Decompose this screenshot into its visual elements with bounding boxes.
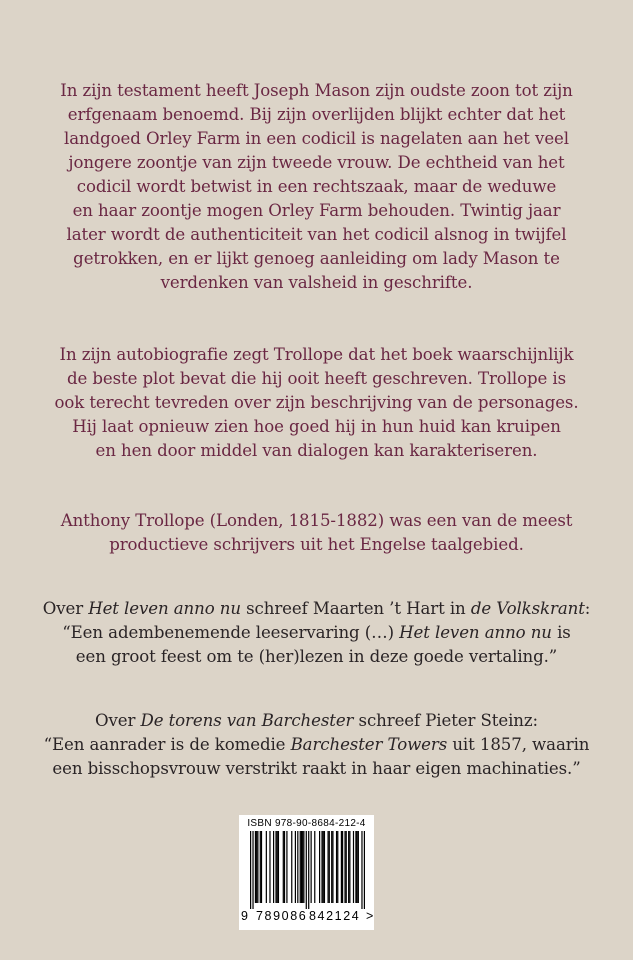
quote-line: een groot feest om te (her)lezen in deze goede vertaling.”	[75, 647, 558, 666]
text-line: Anthony Trollope (Londen, 1815-1882) was een van de meest	[60, 511, 573, 530]
barcode-bar	[327, 831, 328, 903]
book-title: Barchester Towers	[290, 735, 448, 754]
quote-line: Over Het leven anno nu schreef Maarten ’t Hart in de Volkskrant:	[42, 599, 591, 618]
barcode-right-digits: 842124	[309, 909, 361, 923]
barcode-bar	[341, 831, 342, 903]
quote-line: Over De torens van Barchester schreef Pieter Steinz:	[94, 711, 539, 730]
barcode-bar	[301, 831, 302, 903]
barcode-bar	[361, 831, 362, 909]
barcode-left-digits: 789086	[256, 909, 308, 923]
barcode-bar	[358, 831, 359, 903]
barcode-bar	[283, 831, 284, 903]
barcode-bar	[278, 831, 279, 903]
barcode-bar	[277, 831, 278, 903]
barcode-first-digit: 9	[241, 909, 248, 923]
press-quote-steinz	[40, 709, 593, 781]
barcode-bar	[250, 831, 251, 909]
commentary-paragraph	[40, 343, 593, 463]
barcode-bar	[336, 831, 337, 903]
barcode-bar	[357, 831, 358, 903]
text-line: erfgenaam benoemd. Bij zijn overlijden blijkt echter dat het	[67, 105, 566, 124]
text-line: In zijn autobiografie zegt Trollope dat het boek waarschijnlijk	[59, 345, 574, 364]
text-line: codicil wordt betwist in een rechtszaak, maar de weduwe	[76, 177, 557, 196]
quote-line: een bisschopsvrouw verstrikt raakt in haar eigen machinaties.”	[52, 759, 581, 778]
barcode-bar	[286, 831, 287, 903]
book-title: Het leven anno nu	[88, 599, 241, 618]
text-line: verdenken van valsheid in geschrifte.	[160, 273, 473, 292]
barcode-bar	[275, 831, 276, 903]
barcode-bar	[331, 831, 332, 903]
barcode-bar	[319, 831, 320, 903]
quote-line: “Een aanrader is de komedie Barchester Towers uit 1857, waarin	[43, 735, 590, 754]
text-line: ook terecht tevreden over zijn beschrijving van de personages.	[54, 393, 579, 412]
barcode-bar	[311, 831, 312, 903]
author-bio	[40, 509, 593, 557]
barcode-digits	[239, 909, 374, 925]
barcode-bar	[252, 831, 253, 909]
text-line: en haar zoontje mogen Orley Farm behouden. Twintig jaar	[72, 201, 561, 220]
text-line: en hen door middel van dialogen kan karakteriseren.	[95, 441, 538, 460]
barcode-bar	[297, 831, 298, 903]
text-line: jongere zoontje van zijn tweede vrouw. De echtheid van het	[68, 153, 565, 172]
barcode-bar	[348, 831, 349, 903]
barcode-bar	[260, 831, 261, 903]
isbn-barcode	[239, 815, 374, 930]
barcode-bar	[284, 831, 285, 903]
barcode-bar	[349, 831, 350, 903]
barcode-bar	[308, 831, 309, 909]
barcode-bar	[321, 831, 322, 903]
text-line: getrokken, en er lijkt genoeg aanleiding om lady Mason te	[73, 249, 560, 268]
barcode-bar	[257, 831, 258, 903]
barcode-bar	[346, 831, 347, 903]
isbn-label: ISBN 978-90-8684-212-4	[247, 818, 366, 829]
barcode-bar	[295, 831, 296, 903]
newspaper-name: de Volkskrant	[470, 599, 585, 618]
text-line: productieve schrijvers uit het Engelse taalgebied.	[109, 535, 524, 554]
text-line: de beste plot bevat die hij ooit heeft geschreven. Trollope is	[66, 369, 567, 388]
barcode-bar	[342, 831, 343, 903]
text-line: Hij laat opnieuw zien hoe goed hij in hun huid kan kruipen	[72, 417, 561, 436]
text-line: later wordt de authenticiteit van het codicil alsnog in twijfel	[66, 225, 567, 244]
press-quote-volkskrant	[40, 597, 593, 669]
text-line: In zijn testament heeft Joseph Mason zijn oudste zoon tot zijn	[60, 81, 573, 100]
barcode-bar	[266, 831, 267, 903]
barcode-bar	[314, 831, 315, 903]
book-title: De torens van Barchester	[140, 711, 354, 730]
barcode-bar	[355, 831, 356, 903]
barcode-bar	[256, 831, 257, 903]
barcode-bar	[300, 831, 301, 903]
barcode-bar	[261, 831, 262, 903]
barcode-bar	[353, 831, 354, 903]
barcode-bar	[329, 831, 330, 903]
quote-line: “Een adembenemende leeservaring (…) Het leven anno nu is	[62, 623, 571, 642]
barcode-bar	[344, 831, 345, 903]
synopsis-paragraph	[40, 79, 593, 295]
barcode-bar	[332, 831, 333, 903]
barcode-bar	[269, 831, 270, 903]
barcode-bar	[324, 831, 325, 903]
barcode-bar	[306, 831, 307, 909]
barcode-bar	[337, 831, 338, 903]
book-title: Het leven anno nu	[399, 623, 552, 642]
barcode-bar	[255, 831, 256, 903]
barcode-bars	[250, 831, 365, 909]
barcode-bar	[302, 831, 303, 903]
barcode-bar	[364, 831, 365, 909]
barcode-bar	[303, 831, 304, 903]
barcode-bar	[323, 831, 324, 903]
barcode-bar	[291, 831, 292, 903]
barcode-bar	[273, 831, 274, 903]
text-line: landgoed Orley Farm in een codicil is nagelaten aan het veel	[64, 129, 569, 148]
quiet-zone-mark: >	[366, 909, 374, 923]
